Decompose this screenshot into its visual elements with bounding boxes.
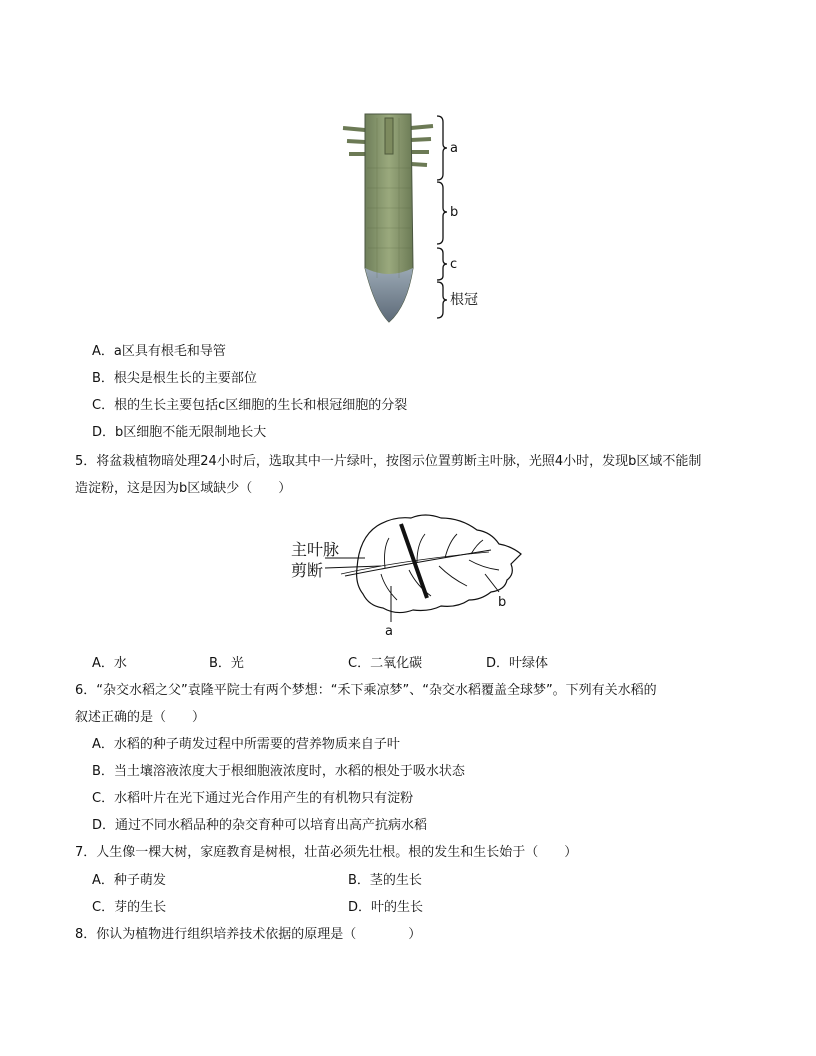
root-hairs-right [411, 126, 433, 165]
label-leaf-b: b [498, 595, 507, 610]
q8-stem: 8．你认为植物进行组织培养技术依据的原理是（ ） [75, 927, 422, 942]
vessel [385, 118, 393, 154]
q6-stem-line1: 6．“杂交水稻之父”袁隆平院士有两个梦想：“禾下乘凉梦”、“杂交水稻覆盖全球梦”。下列有关水稻的 [75, 683, 657, 698]
label-b: b [450, 205, 459, 220]
label-root-cap: 根冠 [450, 292, 478, 308]
q5-option-a: A．水 [92, 656, 127, 671]
q6-option-b: B．当土壤溶液浓度大于根细胞液浓度时，水稻的根处于吸水状态 [92, 764, 465, 779]
label-cut: 剪断 [291, 561, 324, 580]
q5-option-d: D．叶绿体 [486, 656, 549, 671]
label-c: c [450, 257, 458, 272]
q6-option-d: D．通过不同水稻品种的杂交育种可以培育出高产抗病水稻 [92, 818, 428, 833]
q7-stem: 7．人生像一棵大树，家庭教育是树根，壮苗必须先壮根。根的发生和生长始于（ ） [75, 845, 578, 860]
q7-option-b: B．茎的生长 [348, 873, 422, 888]
q4-option-c: C．根的生长主要包括c区细胞的生长和根冠细胞的分裂 [92, 398, 408, 413]
q6-option-a: A．水稻的种子萌发过程中所需要的营养物质来自子叶 [92, 737, 400, 752]
leaf-veins [381, 534, 499, 600]
q7-option-a: A．种子萌发 [92, 873, 166, 888]
q5-stem-line2: 造淀粉，这是因为b区域缺少（ ） [75, 481, 292, 496]
label-main-vein: 主叶脉 [291, 540, 340, 559]
q6-option-c: C．水稻叶片在光下通过光合作用产生的有机物只有淀粉 [92, 791, 414, 806]
root-hairs-left [343, 128, 365, 154]
label-a: a [450, 141, 458, 156]
root-cap-shape [365, 268, 413, 322]
q6-stem-line2: 叙述正确的是（ ） [75, 710, 206, 725]
q4-option-a: A．a区具有根毛和导管 [92, 344, 226, 359]
label-leaf-a: a [385, 624, 393, 639]
q7-option-c: C．芽的生长 [92, 900, 167, 915]
q4-option-d: D．b区细胞不能无限制地长大 [92, 425, 267, 440]
root-tip-figure [335, 108, 495, 330]
leaf-outline [357, 515, 521, 613]
q7-option-d: D．叶的生长 [348, 900, 424, 915]
q5-option-c: C．二氧化碳 [348, 656, 423, 671]
leaf-figure [285, 508, 535, 640]
q4-option-b: B．根尖是根生长的主要部位 [92, 371, 257, 386]
q5-option-b: B．光 [209, 656, 244, 671]
region-braces [437, 116, 447, 318]
q5-stem-line1: 5．将盆栽植物暗处理24小时后，选取其中一片绿叶，按图示位置剪断主叶脉，光照4小时，发现b区域不能制 [75, 454, 702, 469]
